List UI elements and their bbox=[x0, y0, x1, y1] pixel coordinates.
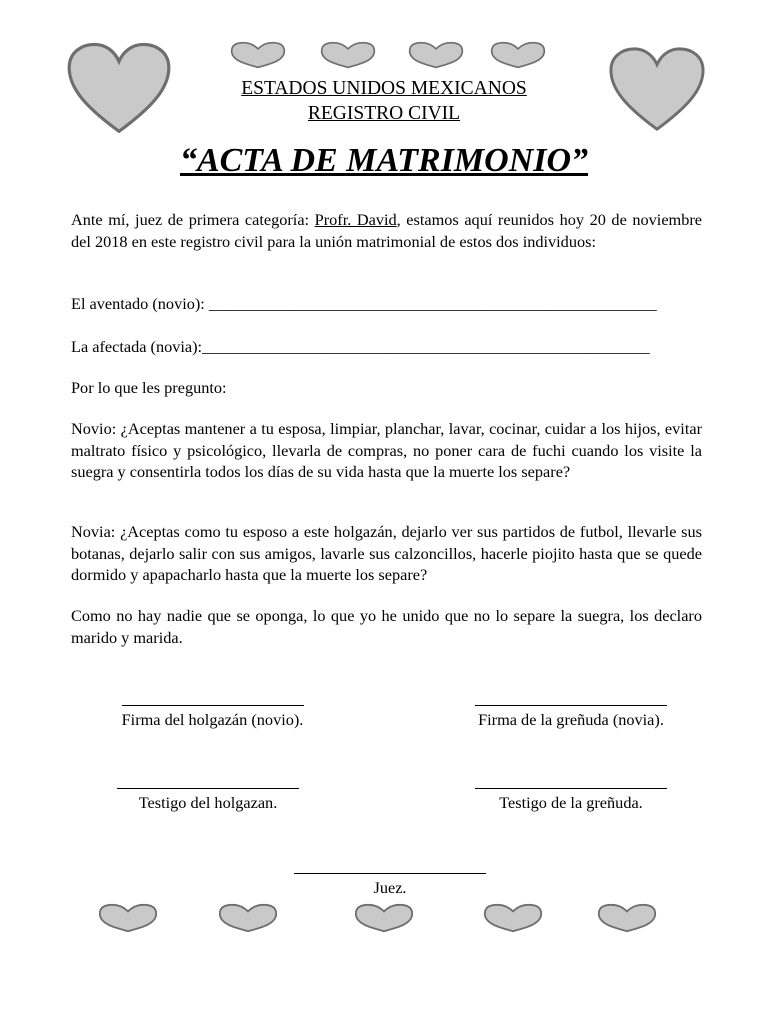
bride-witness-signature bbox=[456, 788, 686, 813]
groom-signature bbox=[100, 705, 325, 730]
document-title: “ACTA DE MATRIMONIO” bbox=[179, 142, 589, 179]
declaration: Como no hay nadie que se oponga, lo que yo he unido que no lo separe la suegra, los declaro marido y marida. bbox=[71, 606, 702, 647]
judge-name: Profr. David bbox=[314, 210, 397, 229]
groom-label: El aventado (novio): bbox=[71, 294, 209, 313]
heart-icon bbox=[595, 903, 659, 933]
heart-icon bbox=[481, 903, 545, 933]
heart-icon bbox=[316, 41, 380, 69]
heart-icon bbox=[404, 41, 468, 69]
bride-witness-label: Testigo de la greñuda. bbox=[499, 793, 643, 812]
bride-label: La afectada (novia): bbox=[71, 337, 203, 356]
intro-paragraph: Ante mí, juez de primera categoría: Profr. David, estamos aquí reunidos hoy 20 de noviembre del 2018 en este registro civil para la unión matrimonial de estos dos individuos: bbox=[71, 210, 702, 251]
heart-icon bbox=[486, 41, 550, 69]
question-intro: Por lo que les pregunto: bbox=[71, 378, 227, 397]
signature-line bbox=[475, 788, 667, 789]
bride-question: Novia: ¿Aceptas como tu esposo a este holgazán, dejarlo ver sus partidos de futbol, llevarle sus botanas, dejarlo salir con sus amigos, lavarle sus calzoncillos, hacerle piojito hasta que se quede dormido y apapacharlo hasta que la muerte los separe? bbox=[71, 522, 702, 585]
document-header bbox=[0, 76, 768, 126]
groom-blank: _______________________________________________________ bbox=[208, 294, 657, 313]
registry-heading: REGISTRO CIVIL bbox=[307, 103, 461, 124]
country-heading: ESTADOS UNIDOS MEXICANOS bbox=[241, 78, 527, 99]
heart-icon bbox=[226, 41, 290, 69]
groom-field bbox=[71, 294, 657, 314]
bride-signature bbox=[456, 705, 686, 730]
groom-question: Novio: ¿Aceptas mantener a tu esposa, limpiar, planchar, lavar, cocinar, cuidar a los hijos, evitar maltrato físico y psicológico, llevarla de compras, no poner cara de fuchi cuando los visite la suegra y consentirla todos los días de su vida hasta que la muerte los separe? bbox=[71, 419, 702, 482]
bride-signature-label: Firma de la greñuda (novia). bbox=[478, 710, 664, 729]
signature-line bbox=[294, 873, 486, 874]
heart-icon bbox=[352, 903, 416, 933]
judge-signature bbox=[282, 873, 498, 898]
heart-icon bbox=[216, 903, 280, 933]
bride-blank: _______________________________________________________ bbox=[202, 337, 650, 356]
signature-line bbox=[117, 788, 299, 789]
bride-field bbox=[71, 337, 650, 357]
groom-witness-label: Testigo del holgazan. bbox=[138, 793, 278, 812]
signature-line bbox=[122, 705, 304, 706]
judge-signature-label: Juez. bbox=[373, 878, 407, 897]
groom-witness-signature bbox=[100, 788, 316, 813]
groom-signature-label: Firma del holgazán (novio). bbox=[121, 710, 304, 729]
signature-line bbox=[475, 705, 667, 706]
heart-icon bbox=[96, 903, 160, 933]
